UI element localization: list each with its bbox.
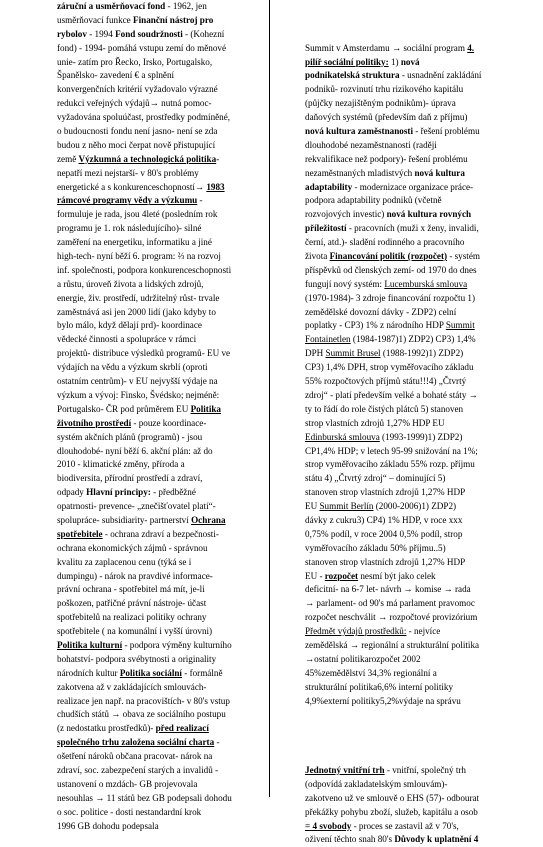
text-run: Summit — [445, 320, 475, 331]
text-run: fond) - 1994- pomáhá vstupu zemí do měnové — [57, 42, 227, 53]
bold-term: = 4 svobody — [305, 820, 352, 831]
text-line — [57, 97, 269, 111]
text-line — [57, 681, 269, 695]
text-line — [57, 111, 269, 125]
text-line — [305, 111, 543, 125]
text-line — [57, 56, 269, 70]
text-run: státu 4) „Čtvrtý zdroj“ – dominující 5) — [305, 473, 446, 484]
text-line — [305, 14, 543, 28]
text-line — [305, 181, 543, 195]
text-line — [305, 486, 543, 500]
text-line — [57, 528, 269, 542]
text-line — [57, 445, 269, 459]
text-run: bylo málo, když dělají prd)- koordinace — [57, 320, 202, 331]
text-line — [305, 778, 543, 792]
bold-term: pilíř sociální politiky: — [305, 56, 389, 67]
text-line — [57, 347, 269, 361]
text-line — [57, 264, 269, 278]
bold-term: Výzkumná a technologická politika — [78, 153, 217, 164]
text-run: CP3) 1,4% DPH, strop vyměřovacího základu — [305, 362, 474, 373]
text-run: realizace jen např. na pracovištích- v 80's vstup — [57, 695, 230, 706]
text-line — [57, 139, 269, 153]
text-line — [305, 820, 543, 834]
text-line — [305, 625, 543, 639]
text-line — [57, 708, 269, 722]
text-line — [57, 333, 269, 347]
text-run: kvalitu za zaplacenou cenu (týká se i — [57, 556, 192, 567]
text-line — [57, 570, 269, 584]
text-run: inf. společnosti, podpora konkurenceschopnosti — [57, 264, 232, 275]
text-run: dávky z cukru3) CP4) 1% HDP, v roce xxx — [305, 514, 463, 525]
text-run: projektů- distribuce výsledků programů- EU ve — [57, 348, 231, 359]
text-run: právní ochrana - spotřebitel má mít, je-li — [57, 584, 205, 595]
text-run: výdajích na vědu a výzkum skrblí (oproti — [57, 362, 208, 373]
bold-term: záruční a usměrňovací fond — [57, 1, 166, 11]
text-run: podpora adaptability podniků (včetně — [305, 195, 442, 206]
text-run: 2010 - klimatické změny, příroda a — [57, 459, 185, 470]
text-line — [305, 278, 543, 292]
text-line — [305, 667, 543, 681]
text-run: energie, živ. prostředí, udržitelný růst- trvale — [57, 292, 220, 303]
bold-term: před realizací — [155, 723, 209, 734]
bold-term: nová kultura — [414, 167, 465, 178]
text-line — [305, 42, 543, 56]
text-run: (2000-2006)1) ZDP2) — [373, 501, 457, 512]
bold-term: Finanční nástroj pro — [133, 14, 214, 25]
text-run: biodiversita, přírodní prostředí a zdraví, — [57, 473, 203, 484]
text-run: života — [305, 251, 330, 262]
text-run: - usnadnění zakládání — [399, 70, 482, 81]
text-line — [305, 139, 543, 153]
text-line — [305, 333, 543, 347]
text-line — [305, 833, 543, 847]
text-line — [57, 69, 269, 83]
text-run: 45%zemědělství 34,3% regionální a — [305, 667, 437, 678]
text-line — [57, 389, 269, 403]
text-line — [305, 722, 543, 736]
text-line — [57, 222, 269, 236]
text-run: - 1994 — [86, 28, 116, 39]
text-line — [305, 597, 543, 611]
text-line — [305, 639, 543, 653]
text-run: - předběžné — [150, 487, 196, 498]
text-run: strukturální politika6,6% interní politiky — [305, 681, 454, 692]
text-line — [57, 653, 269, 667]
text-run: strop vlastních zdrojů 1,27% HDP EU — [305, 417, 445, 428]
text-line — [305, 445, 543, 459]
text-run: o budoucnosti fondu není jasno- není se zda — [57, 126, 218, 137]
text-line — [57, 458, 269, 472]
text-line — [305, 472, 543, 486]
text-line — [57, 806, 269, 820]
text-line — [57, 125, 269, 139]
text-line — [57, 667, 269, 681]
text-run: oživení těchto snah 80's — [305, 834, 395, 845]
text-line — [305, 806, 543, 820]
text-run: (odpovídá zakladatelským smlouvám)- — [305, 778, 448, 789]
text-run: deficitní- na 6-7 let- návrh → komise → rada — [305, 584, 471, 595]
text-run: stanoven strop vlastních zdrojů 1,27% HDP — [305, 556, 466, 567]
text-run: dumpingu) - nárok na pravdivé informace- — [57, 570, 213, 581]
text-run: bohatství- podpora svébytnosti a originality — [57, 653, 217, 664]
text-line — [305, 556, 543, 570]
text-line — [57, 278, 269, 292]
text-run: nepatří mezi nejstarší- v 80's problémy — [57, 167, 199, 178]
text-line — [305, 653, 543, 667]
text-run: - ochrana zdraví a bezpečnosti- — [102, 528, 219, 539]
text-run: high-tech- nyní běží 6. program: ⅔ na rozvoj — [57, 251, 221, 262]
text-run: - řešení problému — [413, 126, 480, 137]
text-run: nezaměstnaných mladistvých — [305, 167, 415, 178]
text-run: daňových systémů (především daň z příjmu) — [305, 112, 468, 123]
text-run: usměrňovací funkce — [57, 14, 134, 25]
text-run: opatrnosti- prevence- „znečišťovatel platí“- — [57, 501, 216, 512]
bold-term: nová kultura rovných — [386, 209, 472, 220]
text-run: národních kultur — [57, 667, 120, 678]
text-run: 4,9%externí politiky5,2%výdaje na správu — [305, 695, 461, 706]
column-gutter — [271, 0, 304, 797]
text-line — [57, 292, 269, 306]
text-run: spotřebitele ( na komunální i vyšší úrovni) — [57, 626, 213, 637]
text-line — [305, 250, 543, 264]
text-run: - modernizace organizace práce- — [352, 181, 474, 192]
text-run: nesouhlas → 11 států bez GB podepsali dohodu — [57, 792, 232, 803]
text-run: - systém — [447, 251, 480, 262]
bold-term: Politika sociální — [119, 667, 182, 678]
text-run: CP1,4% HDP; v letech 95-99 snižování na 1%; — [305, 445, 478, 456]
text-run: (1993-1999)1) ZDP2) — [379, 431, 463, 442]
text-line — [305, 292, 543, 306]
text-run: 0,75% podíl, v roce 2004 0,5% podíl, strop — [305, 528, 463, 539]
text-run: chudších států → obava ze sociálního postupu — [57, 709, 226, 720]
text-line — [305, 194, 543, 208]
text-line — [305, 570, 543, 584]
text-run: překážky pohybu zboží, služeb, kapitálu a osob — [305, 806, 478, 817]
text-run: Summit Berlín — [319, 501, 374, 512]
text-run: Fontainetlen — [305, 334, 351, 345]
bold-term: podnikatelská struktura — [305, 70, 400, 81]
text-line — [57, 431, 269, 445]
text-line — [57, 0, 269, 14]
bold-term: Hlavní principy: — [86, 487, 151, 498]
text-run: (1984-1987)1) ZDP2) CP3) 1,4% — [350, 334, 476, 345]
text-run: DPH — [305, 348, 326, 359]
text-line — [57, 597, 269, 611]
text-line — [57, 417, 269, 431]
text-run: (půjčky nezajištěným podnikům)- úprava — [305, 98, 456, 109]
text-run: →ostatní politikarozpočet 2002 — [305, 653, 421, 664]
text-run: dlouhodobé- nyní běží 6. akční plán: až do — [57, 445, 213, 456]
bold-term: Politika — [190, 403, 221, 414]
text-run: - nejvíce — [406, 626, 441, 637]
text-line — [57, 319, 269, 333]
text-line — [305, 708, 543, 722]
text-run: Portugalsko- ČR pod průměrem EU — [57, 403, 191, 414]
text-line — [57, 639, 269, 653]
bold-term: rybolov — [57, 28, 87, 39]
text-line — [305, 319, 543, 333]
bold-term: společného trhu založena sociální charta — [57, 737, 215, 748]
text-line — [57, 820, 269, 834]
text-line — [305, 361, 543, 375]
text-run: - vnitřní, společný trh — [384, 764, 466, 775]
bold-term: 1983 — [206, 181, 225, 192]
text-line — [305, 222, 543, 236]
text-line — [57, 778, 269, 792]
text-line — [57, 42, 269, 56]
text-run: 1) — [388, 56, 401, 67]
text-run: příspěvků od členských zemí- od 1970 do dnes — [305, 264, 477, 275]
text-line — [305, 764, 543, 778]
text-line — [57, 14, 269, 28]
text-run: → parlament- od 90's má parlament pravomoc — [305, 598, 475, 609]
text-line — [305, 125, 543, 139]
text-line — [57, 486, 269, 500]
text-line — [305, 528, 543, 542]
text-run: EU - — [305, 570, 325, 581]
text-run: ošetření nároků občana pracovat- nárok na — [57, 751, 213, 762]
text-run: černí, atd.)- sladění rodinného a pracovního — [305, 237, 465, 248]
bold-term: 4. — [467, 42, 475, 53]
text-run: rozvojových investic) — [305, 209, 387, 220]
text-run: programu je 1. rok následujícího)- silné — [57, 223, 202, 234]
text-run: vědecké činnosti a spolupráce v rámci — [57, 334, 197, 345]
text-run: - — [214, 737, 220, 748]
text-line — [305, 736, 543, 750]
text-line — [305, 153, 543, 167]
text-run: zaměření na energetiku, informatiku a jiné — [57, 237, 212, 248]
text-run: 55% rozpočtových příjmů státu!!!4) „Čtvrtý — [305, 376, 467, 387]
text-run: vyžadována spoluúčast, prostředky podmíněné, — [57, 112, 231, 123]
bold-term: nová — [400, 56, 420, 67]
text-run: systém akčních plánů (programů) - jsou — [57, 431, 203, 442]
text-run: (z nedostatku prostředků)- — [57, 723, 156, 734]
text-line — [57, 83, 269, 97]
text-run: zemědělská → regionální a strukturální politika — [305, 639, 480, 650]
text-line — [305, 69, 543, 83]
text-run: - — [216, 153, 220, 164]
text-line — [57, 250, 269, 264]
text-run: země — [57, 153, 79, 164]
text-run: rozpočet neschválit → rozpočtové provizórium — [305, 612, 478, 623]
text-run: energetické a s konkurenceschopností→ — [57, 181, 207, 192]
text-line — [305, 208, 543, 222]
text-run: nesmí být jako celek — [358, 570, 436, 581]
text-run: zemědělské dovozní dávky - ZDP2) celní — [305, 306, 457, 317]
text-line — [305, 681, 543, 695]
text-line — [57, 792, 269, 806]
bold-term: příležitostí — [305, 223, 347, 234]
text-line — [305, 611, 543, 625]
text-line — [305, 28, 543, 42]
text-run: zaměstnává asi jen 2000 lidí (jako kdyby to — [57, 306, 216, 317]
text-line — [305, 389, 543, 403]
text-line — [57, 722, 269, 736]
text-line — [57, 556, 269, 570]
text-run: ty to řádí do role čistých plátců 5) stanoven — [305, 403, 464, 414]
text-run: Summit v Amsterdamu → sociální program — [305, 42, 468, 53]
text-run: zdraví, soc. zabezpečení starých a invalidů - — [57, 764, 219, 775]
bold-term: rámcové programy vědy a výzkumu — [57, 195, 198, 206]
text-run: EU — [305, 501, 320, 512]
text-run: (1970-1984)- 3 zdroje financování rozpočtu 1) — [305, 292, 476, 303]
bold-term: rozpočet — [324, 570, 359, 581]
text-run: 1996 GB dohodu podepsala — [57, 820, 159, 831]
text-line — [305, 375, 543, 389]
text-line — [57, 500, 269, 514]
text-line — [57, 181, 269, 195]
text-run: spolupráce- subsidiarity- partnerství — [57, 514, 192, 525]
text-run: Summit Brusel — [325, 348, 381, 359]
text-line — [305, 97, 543, 111]
text-run: (1988-1992)1) ZDP2) — [380, 348, 464, 359]
text-line — [57, 736, 269, 750]
text-run: zdroj“ - platí především velké a bohaté státy → — [305, 389, 478, 400]
text-run: ustanovení o mzdách- GB projevovala — [57, 778, 198, 789]
text-run: formuluje je rada, jsou 4leté (posledním rok — [57, 209, 218, 220]
text-run: podniků- rozvinutí trhu rizikového kapitálu — [305, 84, 464, 95]
text-line — [57, 208, 269, 222]
text-line — [57, 611, 269, 625]
text-run: spotřebitelů na realizaci politiky ochrany — [57, 612, 207, 623]
text-run: Španělsko- zavedení € a splnění — [57, 70, 175, 81]
text-run: budou z něho moci čerpat nově přistupující — [57, 139, 216, 150]
text-line — [305, 0, 543, 14]
left-margin — [0, 0, 57, 797]
text-run: - formálně — [181, 667, 223, 678]
text-run: - pouze koordinace- — [131, 417, 207, 428]
text-run: konvergenčních kritérií vyžadovalo výrazné — [57, 84, 218, 95]
bold-term: adaptability — [305, 181, 353, 192]
text-line — [57, 514, 269, 528]
text-run: ochrana ekonomických zájmů - správnou — [57, 542, 208, 553]
text-line — [305, 792, 543, 806]
bold-term: Politika kulturní — [57, 639, 123, 650]
text-run: - (Kohezní — [182, 28, 225, 39]
left-text-column — [57, 0, 270, 831]
text-line — [57, 472, 269, 486]
text-line — [305, 458, 543, 472]
text-line — [305, 431, 543, 445]
bold-term: Důvody k uplatnění 4 — [394, 834, 479, 845]
text-line — [305, 417, 543, 431]
text-line — [305, 56, 543, 70]
text-line — [305, 403, 543, 417]
text-line — [305, 264, 543, 278]
bold-term: životního prostředí — [57, 417, 132, 428]
text-run: redukci veřejných výdajů→ nutná pomoc- — [57, 98, 212, 109]
text-run: unie- zatím pro Řecko, Irsko, Portugalsko, — [57, 56, 213, 67]
text-line — [57, 695, 269, 709]
text-run: Lucemburská smlouva — [384, 278, 468, 289]
text-run: odpady — [57, 487, 87, 498]
text-line — [305, 500, 543, 514]
text-line — [305, 514, 543, 528]
text-run: strop vyměřovacího základu 55% rozp. příjmu — [305, 459, 475, 470]
text-run: vyměřovacího základu 50% příjmu..5) — [305, 542, 446, 553]
text-run: Předmět výdajů prostředků: — [305, 626, 407, 637]
text-line — [305, 695, 543, 709]
text-line — [57, 403, 269, 417]
bold-term: Financování politik (rozpočet) — [329, 251, 448, 262]
text-run: poškozen, patřičné právní nástroje- účast — [57, 598, 207, 609]
text-line — [305, 583, 543, 597]
bold-term: Jednotný vnitřní trh — [305, 764, 385, 775]
right-text-column — [305, 0, 543, 847]
text-run: a růstu, úroveň života a lidských zdrojů, — [57, 278, 204, 289]
text-line — [305, 83, 543, 97]
text-line — [57, 625, 269, 639]
bold-term: Fond soudržnosti — [115, 28, 183, 39]
bold-term: nová kultura zaměstnanosti — [305, 126, 413, 137]
text-line — [57, 194, 269, 208]
text-line — [305, 306, 543, 320]
text-line — [57, 167, 269, 181]
text-line — [57, 236, 269, 250]
text-run: zakotveno už ve smlouvě o EHS (57)- odbourat — [305, 792, 480, 803]
text-run: Edinburská smlouva — [305, 431, 380, 442]
text-line — [57, 28, 269, 42]
text-line — [305, 542, 543, 556]
text-run: - 1962, jen — [165, 1, 207, 11]
text-line — [305, 236, 543, 250]
text-run: výzkum a vývoj: Finsko, Švédsko; nejméně: — [57, 389, 220, 400]
bold-term: spotřebitele — [57, 528, 103, 539]
text-line — [57, 583, 269, 597]
text-line — [57, 361, 269, 375]
text-line — [305, 167, 543, 181]
text-run: stanoven strop vlastních zdrojů 1,27% HDP — [305, 487, 466, 498]
text-run: dlouhodobé nezaměstnanosti (raději — [305, 139, 437, 150]
text-run: - proces se zastavil až v 70's, — [351, 820, 459, 831]
text-run: fungují nový systém: — [305, 278, 385, 289]
text-line — [305, 750, 543, 764]
text-run: ostatním centrům)- v EU nejvyšší výdaje na — [57, 376, 218, 387]
text-line — [57, 306, 269, 320]
bold-term: Ochrana — [191, 514, 226, 525]
text-run: - — [197, 195, 203, 206]
text-line — [57, 764, 269, 778]
text-line — [57, 153, 269, 167]
text-run: rekvalifikace než podpory)- řešení problému — [305, 153, 468, 164]
text-run: zakotvena až v zakládajících smlouvách- — [57, 681, 207, 692]
text-run: poplatky - CP3) 1% z národního HDP — [305, 320, 446, 331]
text-run: - podpora výměny kulturního — [122, 639, 232, 650]
text-line — [305, 347, 543, 361]
text-run: o soc. politice - dosti nestandardní krok — [57, 806, 202, 817]
text-line — [57, 750, 269, 764]
text-line — [57, 375, 269, 389]
text-run: - pracovních (muži x ženy, invalidi, — [346, 223, 479, 234]
text-line — [57, 542, 269, 556]
